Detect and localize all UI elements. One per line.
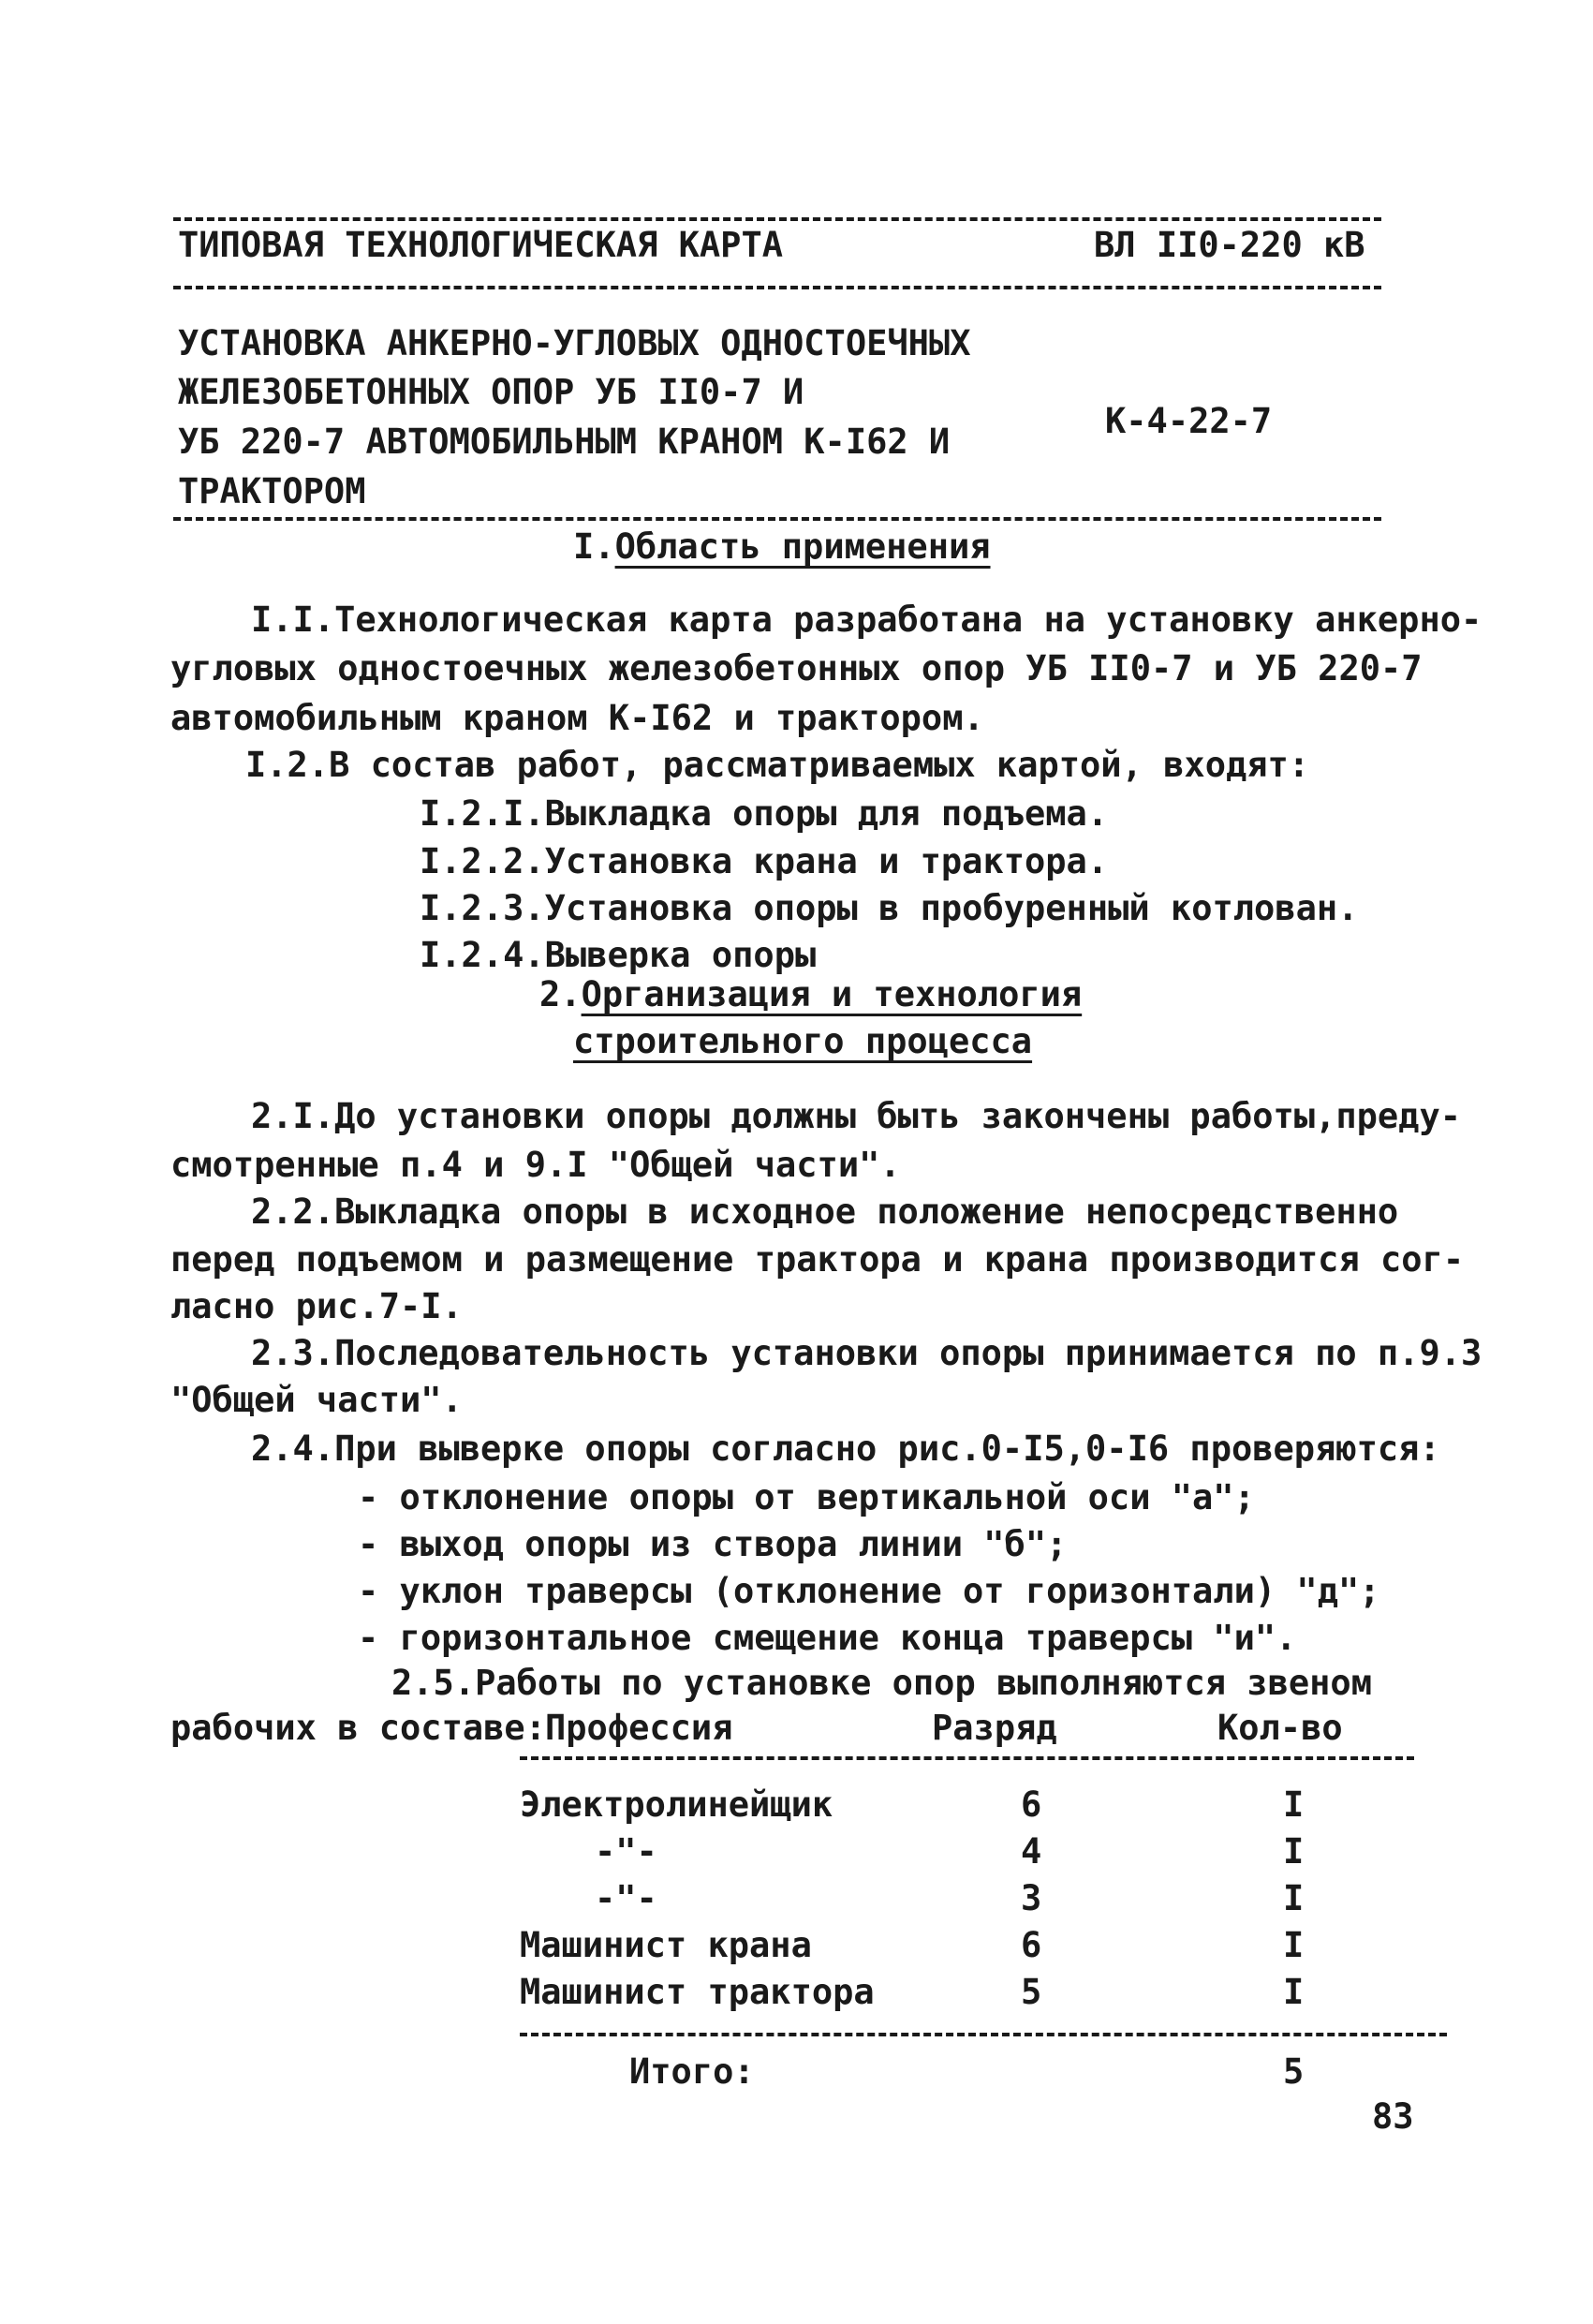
table-header-grade: Разряд <box>932 1708 1057 1748</box>
list-item: I.2.2.Установка крана и трактора. <box>420 841 1109 881</box>
table-header-profession: Профессия <box>545 1708 733 1748</box>
paragraph-2-3-line-1: 2.3.Последовательность установки опоры принимается по п.9.3 <box>251 1333 1482 1373</box>
subject-line-2: ЖЕЛЕЗОБЕТОННЫХ ОПОР УБ II0-7 И <box>178 372 804 412</box>
section-1-number: I. <box>573 526 615 567</box>
page-number: 83 <box>1372 2096 1414 2137</box>
table-cell-profession: -"- <box>595 1831 657 1872</box>
table-cell-count: I <box>1283 1972 1305 2012</box>
paragraph-2-5-lead: рабочих в составе: <box>170 1708 546 1748</box>
list-item: I.2.4.Выверка опоры <box>420 935 817 975</box>
table-cell-profession: Машинист крана <box>520 1925 812 1965</box>
paragraph-2-2-line-1: 2.2.Выкладка опоры в исходное положение непосредственно <box>251 1192 1399 1232</box>
table-total-value: 5 <box>1283 2051 1305 2092</box>
section-2-number: 2. <box>539 974 582 1014</box>
table-cell-count: I <box>1283 1784 1305 1825</box>
section-2-title-line-2: строительного процесса <box>573 1021 1033 1061</box>
subject-line-4: ТРАКТОРОМ <box>178 471 366 511</box>
check-item: - отклонение опоры от вертикальной оси "а"; <box>358 1477 1255 1517</box>
header-line-code: ВЛ II0-220 кВ <box>1094 225 1365 265</box>
table-cell-grade: 4 <box>1021 1831 1042 1872</box>
table-cell-profession: Электролинейщик <box>520 1784 833 1825</box>
header-rule-top <box>173 217 1381 221</box>
header-rule-middle <box>173 286 1381 289</box>
table-cell-count: I <box>1283 1831 1305 1872</box>
table-total-label: Итого: <box>629 2051 755 2092</box>
paragraph-1-1-line-3: автомобильным краном К-I62 и трактором. <box>170 698 984 738</box>
paragraph-1-1-line-2: угловых одностоечных железобетонных опор УБ II0-7 и УБ 220-7 <box>170 648 1423 688</box>
table-cell-profession: Машинист трактора <box>520 1972 875 2012</box>
table-rule-top <box>520 1756 1414 1760</box>
check-item: - выход опоры из створа линии "б"; <box>358 1524 1068 1564</box>
table-cell-grade: 5 <box>1021 1972 1042 2012</box>
table-header-count: Кол-во <box>1217 1708 1343 1748</box>
table-cell-count: I <box>1283 1878 1305 1918</box>
subject-line-1: УСТАНОВКА АНКЕРНО-УГЛОВЫХ ОДНОСТОЕЧНЫХ <box>178 323 971 363</box>
table-cell-grade: 3 <box>1021 1878 1042 1918</box>
header-title: ТИПОВАЯ ТЕХНОЛОГИЧЕСКАЯ КАРТА <box>178 225 784 265</box>
list-item: I.2.I.Выкладка опоры для подъема. <box>420 793 1109 834</box>
check-item: - горизонтальное смещение конца траверсы "и". <box>358 1618 1297 1658</box>
list-item: I.2.3.Установка опоры в пробуренный котлован. <box>420 888 1359 928</box>
section-2-heading-1: Организация и технология <box>581 974 1083 1014</box>
paragraph-2-1-line-1: 2.I.До установки опоры должны быть закончены работы,преду- <box>251 1096 1462 1136</box>
paragraph-2-1-line-2: смотренные п.4 и 9.I "Общей части". <box>170 1145 901 1185</box>
paragraph-2-3-line-2: "Общей части". <box>170 1380 463 1420</box>
check-item: - уклон траверсы (отклонение от горизонтали) "д"; <box>358 1571 1380 1611</box>
paragraph-1-2: I.2.В состав работ, рассматриваемых картой, входят: <box>245 745 1310 785</box>
section-2-title-line-1 <box>539 974 1082 1014</box>
table-rule-bottom <box>520 2033 1447 2036</box>
paragraph-2-2-line-3: ласно рис.7-I. <box>170 1286 463 1326</box>
section-1-title <box>573 526 991 567</box>
table-cell-count: I <box>1283 1925 1305 1965</box>
paragraph-2-4: 2.4.При выверке опоры согласно рис.0-I5,0-I6 проверяются: <box>251 1428 1440 1469</box>
header-rule-bottom <box>173 517 1381 521</box>
document-code: К-4-22-7 <box>1105 401 1273 441</box>
table-cell-grade: 6 <box>1021 1784 1042 1825</box>
section-1-heading: Область применения <box>614 526 991 567</box>
table-cell-profession: -"- <box>595 1878 657 1918</box>
paragraph-2-2-line-2: перед подъемом и размещение трактора и крана производится сог- <box>170 1239 1465 1280</box>
paragraph-2-5: 2.5.Работы по установке опор выполняются звеном <box>391 1663 1372 1703</box>
subject-line-3: УБ 220-7 АВТОМОБИЛЬНЫМ КРАНОМ К-I62 И <box>178 422 951 462</box>
table-cell-grade: 6 <box>1021 1925 1042 1965</box>
paragraph-1-1-line-1: I.I.Технологическая карта разработана на установку анкерно- <box>251 600 1482 640</box>
